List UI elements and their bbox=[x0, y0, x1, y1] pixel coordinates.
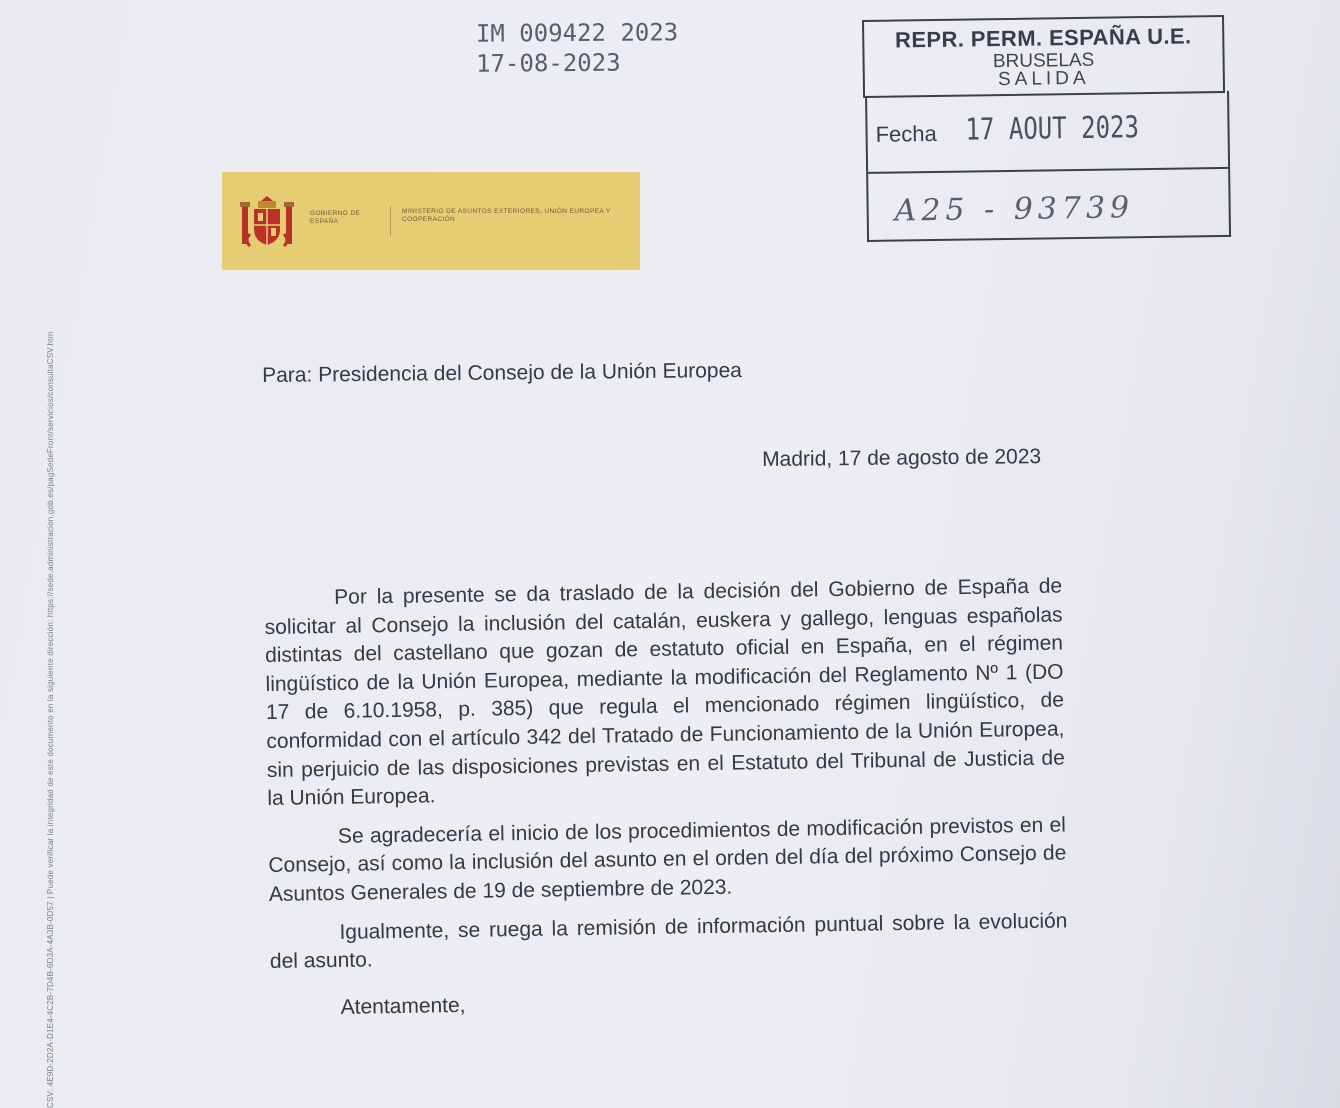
letter-body bbox=[264, 572, 1069, 1023]
side-verification-note: CSV: 4E9D-2D2A-D1E4-4C2B-7D4B-6D3A-4A3B-0D57 | Puede verificar la integridad de este documento en la siguiente dirección: https://sede.administracion.gob.es/pagSedeFront/servicios/consultaCSV.htm bbox=[46, 331, 55, 1108]
stamp-body bbox=[865, 91, 1231, 242]
letter-closing: Atentamente, bbox=[340, 993, 466, 1019]
letter-paragraph: Igualmente, se ruega la remisión de información puntual sobre la evolución del asunto. bbox=[269, 908, 1068, 974]
registration-date: 17-08-2023 bbox=[476, 48, 621, 78]
stamp-handwritten-reference: A25 - 93739 bbox=[894, 190, 1135, 229]
outgoing-stamp bbox=[862, 15, 1235, 242]
stamp-date-row bbox=[867, 91, 1228, 174]
letter-recipient: Para: Presidencia del Consejo de la Unión Europea bbox=[262, 358, 743, 387]
letter-paragraph: Por la presente se da traslado de la decisión del Gobierno de España de solicitar al Consejo la inclusión del catalán, euskera y gallego, lenguas españolas distintas del castellano que gozan de estatuto oficial en España, en el régimen lingüístico de la Unión Europea, mediante la modificación del Reglamento Nº 1 (DO 17 de 6.10.1958, p. 385) que regula el mencionado régimen lingüístico, de conformidad con el artículo 342 del Tratado de Funcionamiento de la Unión Europea, sin perjuicio de las disposiciones previstas en el Estatuto del Tribunal de Justicia de la Unión Europea. bbox=[264, 574, 1065, 811]
stamp-direction: SALIDA bbox=[997, 67, 1090, 91]
registration-number: IM 009422 2023 bbox=[475, 18, 679, 48]
logo-government-text: GOBIERNO DE ESPAÑA bbox=[310, 210, 361, 225]
stamp-header bbox=[862, 15, 1225, 98]
stamp-date-value: 17 AOUT 2023 bbox=[965, 110, 1140, 148]
stamp-city: BRUSELAS bbox=[992, 49, 1095, 73]
logo-ministry-text: MINISTERIO DE ASUNTOS EXTERIORES, UNIÓN EUROPEA Y COOPERACIÓN bbox=[402, 208, 611, 223]
logo-divider bbox=[390, 206, 391, 236]
letter-place-date: Madrid, 17 de agosto de 2023 bbox=[762, 445, 1042, 471]
letter-paragraph: Se agradecería el inicio de los procedimientos de modificación previstos en el Consejo, así como la inclusión del asunto en el orden del día del próximo Consejo de Asuntos Generales de 19 de septiembre de 2023. bbox=[268, 813, 1067, 906]
stamp-office: REPR. PERM. ESPAÑA U.E. bbox=[894, 23, 1192, 53]
coat-of-arms-icon bbox=[236, 192, 298, 254]
registration-stamp bbox=[476, 17, 679, 78]
ministry-logo bbox=[222, 172, 640, 270]
stamp-date-label: Fecha bbox=[875, 120, 937, 147]
